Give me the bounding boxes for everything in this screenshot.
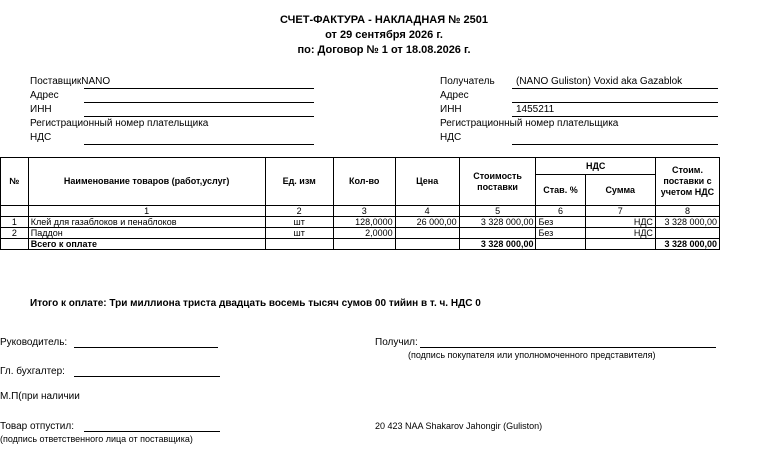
- row-name: Паддон: [28, 228, 265, 239]
- row-total: [655, 228, 719, 239]
- recipient-inn-label: ИНН: [440, 104, 462, 115]
- colnum: 5: [459, 206, 536, 217]
- header-cost: Стоимость поставки: [459, 158, 536, 206]
- row-price: [395, 228, 459, 239]
- table-row: [1, 217, 720, 228]
- director-label: Руководитель:: [0, 337, 68, 348]
- released-label: Товар отпустил:: [0, 421, 74, 432]
- row-total: 3 328 000,00: [655, 217, 719, 228]
- table-colnum-row: [1, 206, 720, 217]
- recipient-label: Получатель: [440, 76, 495, 87]
- supplier-address-line: [84, 102, 314, 103]
- row-price: 26 000,00: [395, 217, 459, 228]
- row-qty: 128,0000: [333, 217, 395, 228]
- total-sum: 3 328 000,00: [655, 239, 719, 250]
- document-date: от 29 сентября 2026 г.: [325, 29, 443, 41]
- row-unit: шт: [265, 228, 333, 239]
- supplier-value: NANO: [81, 76, 111, 87]
- director-signature-line[interactable]: [74, 347, 218, 348]
- header-name: Наименование товаров (работ,услуг): [28, 158, 265, 206]
- stamp-label: М.П(при наличии: [0, 391, 80, 402]
- supplier-line: [84, 88, 314, 89]
- table-row: [1, 228, 720, 239]
- total-cost: 3 328 000,00: [459, 239, 536, 250]
- supplier-address-label: Адрес: [30, 90, 59, 101]
- supplier-label: ПоставщикNANO: [30, 76, 111, 87]
- colnum: 1: [28, 206, 265, 217]
- table-total-row: [1, 239, 720, 250]
- agent-text: 20 423 NAA Shakarov Jahongir (Guliston): [375, 421, 543, 431]
- supplier-inn-line: [84, 116, 314, 117]
- document-title: СЧЕТ-ФАКТУРА - НАКЛАДНАЯ № 2501: [280, 14, 488, 26]
- released-signature-line[interactable]: [84, 431, 220, 432]
- recipient-value: (NANO Guliston) Voxid aka Gazablok: [516, 76, 683, 87]
- supplier-reg-label: Регистрационный номер плательщика: [30, 118, 209, 129]
- accountant-signature-line[interactable]: [74, 376, 220, 377]
- row-vat-rate: Без: [536, 228, 585, 239]
- row-cost: 3 328 000,00: [459, 217, 536, 228]
- recipient-line: [512, 88, 718, 89]
- header-total: Стоим. поставки с учетом НДС: [655, 158, 719, 206]
- colnum: 3: [333, 206, 395, 217]
- supplier-inn-label: ИНН: [30, 104, 52, 115]
- row-num: 1: [1, 217, 29, 228]
- table-header-row: [1, 158, 720, 175]
- supplier-vat-line: [84, 144, 314, 145]
- row-unit: шт: [265, 217, 333, 228]
- header-unit: Ед. изм: [265, 158, 333, 206]
- document-contract: по: Договор № 1 от 18.08.2026 г.: [297, 44, 471, 56]
- recipient-inn-line: [512, 116, 718, 117]
- row-num: 2: [1, 228, 29, 239]
- colnum: 7: [585, 206, 655, 217]
- row-vat-sum: НДС: [585, 228, 655, 239]
- colnum: 2: [265, 206, 333, 217]
- received-label: Получил:: [375, 337, 418, 348]
- invoice-table: [0, 157, 720, 250]
- recipient-vat-label: НДС: [440, 132, 462, 143]
- header-vat-rate: Став. %: [536, 175, 585, 206]
- accountant-label: Гл. бухгалтер:: [0, 366, 65, 377]
- colnum: 8: [655, 206, 719, 217]
- header-qty: Кол-во: [333, 158, 395, 206]
- recipient-vat-line: [512, 144, 718, 145]
- row-vat-rate: Без: [536, 217, 585, 228]
- recipient-inn-value: 1455211: [516, 104, 555, 115]
- recipient-address-label: Адрес: [440, 90, 469, 101]
- supplier-vat-label: НДС: [30, 132, 52, 143]
- row-vat-sum: НДС: [585, 217, 655, 228]
- summary-text: Итого к оплате: Три миллиона триста двадцать восемь тысяч сумов 00 тийин в т. ч. НДС 0: [30, 298, 481, 309]
- colnum: 6: [536, 206, 585, 217]
- colnum: 4: [395, 206, 459, 217]
- received-note: (подпись покупателя или уполномоченного представителя): [408, 350, 656, 360]
- header-vat-group: НДС: [536, 158, 655, 175]
- header-num: №: [1, 158, 29, 206]
- header-vat-sum: Сумма: [585, 175, 655, 206]
- recipient-address-line: [512, 102, 718, 103]
- recipient-reg-label: Регистрационный номер плательщика: [440, 118, 619, 129]
- header-price: Цена: [395, 158, 459, 206]
- row-name: Клей для газаблоков и пенаблоков: [28, 217, 265, 228]
- row-qty: 2,0000: [333, 228, 395, 239]
- total-label: Всего к оплате: [28, 239, 265, 250]
- row-cost: [459, 228, 536, 239]
- released-note: (подпись ответственного лица от поставщика): [0, 434, 193, 444]
- received-signature-line[interactable]: [420, 347, 716, 348]
